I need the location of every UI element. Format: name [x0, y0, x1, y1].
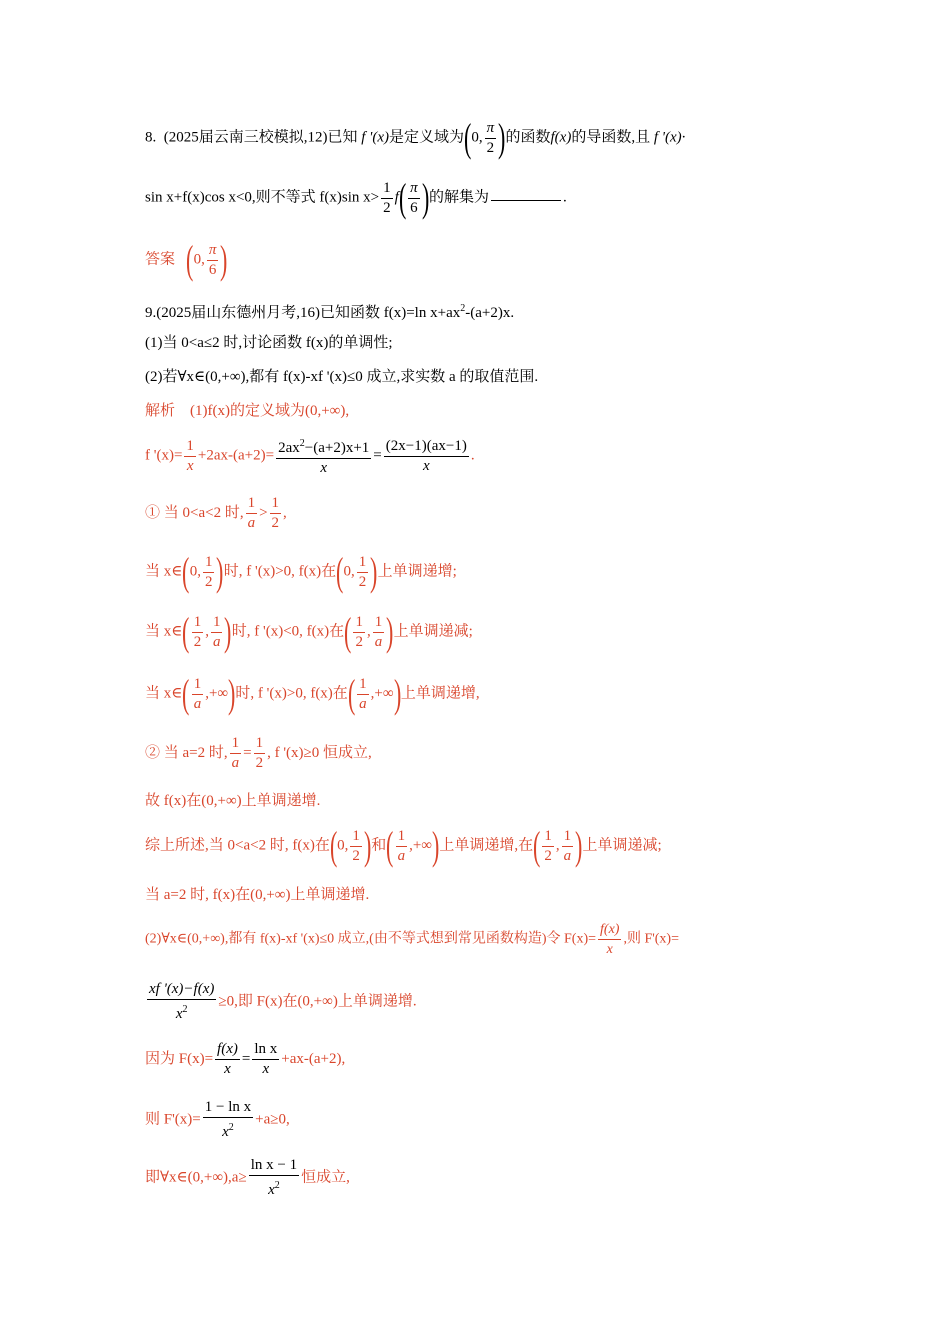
- text: 上单调递增,在: [439, 837, 534, 854]
- sol-because: [145, 1040, 345, 1079]
- q8-fx: f(x): [550, 129, 572, 146]
- numerator: 1 − ln x: [203, 1098, 253, 1118]
- fraction-half: [381, 179, 393, 218]
- text: +ax-(a+2),: [281, 1050, 346, 1067]
- text: 上单调递减;: [582, 837, 662, 854]
- numerator: 1: [357, 675, 369, 695]
- comma: ,: [350, 563, 355, 580]
- text: , f '(x)≥0 恒成立,: [267, 744, 372, 761]
- sol-interval2: [145, 609, 473, 654]
- numerator: 1: [254, 734, 266, 754]
- superscript: 2: [182, 1004, 188, 1015]
- numerator: 1: [350, 827, 362, 847]
- sol-interval1: [145, 549, 457, 594]
- denominator: x: [606, 942, 613, 957]
- fraction-1-minus-lnx: [203, 1098, 253, 1142]
- paren-left: (: [533, 823, 541, 868]
- paren-left: (: [182, 609, 190, 654]
- sol-part2-b: [145, 980, 417, 1024]
- fraction-1-a: [211, 613, 223, 652]
- paren-right: ): [216, 549, 224, 594]
- sol-case1: [145, 494, 287, 533]
- sol-case2-conclusion: 故 f(x)在(0,+∞)上单调递增.: [145, 793, 321, 809]
- q8-line1: [145, 115, 686, 160]
- denominator: 6: [208, 261, 217, 278]
- numerator: ln x − 1: [249, 1156, 299, 1176]
- fraction-1-a: [192, 675, 204, 714]
- paren-right: ): [363, 823, 372, 868]
- numerator: xf '(x)−f(x): [147, 980, 216, 1000]
- paren-left: (: [329, 823, 338, 868]
- superscript: 2: [299, 438, 305, 449]
- paren-left: (: [347, 671, 356, 716]
- equals: =: [373, 447, 382, 464]
- denominator: a: [193, 695, 202, 712]
- paren-left: (: [186, 237, 194, 282]
- infinity: +∞: [208, 685, 229, 702]
- q9-stem: [145, 298, 514, 324]
- numerator: 1: [184, 437, 196, 457]
- zero: 0: [337, 837, 345, 854]
- text: +a≥0,: [255, 1111, 290, 1128]
- fraction-half: [350, 827, 362, 866]
- fraction-factored: [384, 437, 469, 476]
- numerator: 1: [211, 613, 223, 633]
- paren-left: (: [182, 549, 190, 594]
- numerator: π: [207, 241, 219, 261]
- paren-right: ): [220, 237, 228, 282]
- text: 和: [371, 837, 387, 854]
- fraction-fx-x: [215, 1040, 240, 1079]
- numerator: 1: [542, 827, 554, 847]
- denominator: 2: [544, 847, 552, 864]
- numerator-part: −(a+2)x+1: [304, 440, 370, 456]
- text: ① 当 0<a<2 时,: [145, 504, 244, 521]
- numerator: f(x): [598, 920, 621, 940]
- denominator: 6: [410, 199, 418, 216]
- paren-right: ): [228, 671, 236, 716]
- sol-summary2: 当 a=2 时, f(x)在(0,+∞)上单调递增.: [145, 887, 370, 903]
- text: +2ax-(a+2)=: [197, 447, 275, 464]
- numerator: [276, 434, 371, 459]
- numerator: 1: [357, 553, 369, 573]
- denominator: 2: [352, 847, 360, 864]
- fraction-half: [357, 553, 369, 592]
- text: f '(x)=: [145, 447, 183, 464]
- denominator-x: x: [222, 1124, 229, 1140]
- text: 时, f '(x)>0, f(x)在: [235, 685, 348, 702]
- denominator: a: [231, 755, 240, 771]
- infinity: +∞: [412, 837, 432, 854]
- denominator: [249, 1176, 299, 1200]
- text: ,则 F'(x)=: [623, 931, 679, 947]
- fraction-pi-6: [408, 179, 420, 218]
- numerator: 1: [270, 494, 282, 514]
- paren-right: ): [386, 609, 394, 654]
- denominator: x: [224, 1061, 231, 1077]
- fraction-1-a: [396, 827, 408, 866]
- paren-left: (: [398, 175, 407, 220]
- superscript: 2: [228, 1122, 234, 1133]
- paren-left: (: [182, 671, 190, 716]
- denominator: 2: [204, 573, 213, 590]
- paren-left: (: [386, 823, 394, 868]
- numerator: ln x: [252, 1040, 279, 1060]
- denominator: x: [186, 457, 194, 474]
- text: 因为 F(x)=: [145, 1050, 214, 1067]
- text: ≥0,即 F(x)在(0,+∞)上单调递增.: [218, 993, 417, 1010]
- denominator: a: [247, 515, 256, 531]
- denominator: 2: [358, 573, 367, 590]
- fraction-1-a: [246, 494, 258, 533]
- text: (2)∀x∈(0,+∞),都有 f(x)-xf '(x)≤0 成立,(由不等式想到常见函数构造)令 F(x)=: [145, 931, 597, 947]
- text: 上单调递增,: [400, 685, 480, 702]
- denominator: [203, 1118, 253, 1142]
- paren-right: ): [421, 175, 429, 220]
- fraction-half: [203, 553, 215, 592]
- q8-zero: 0: [471, 129, 479, 146]
- denominator: 2: [271, 515, 280, 531]
- denominator: 2: [383, 199, 391, 216]
- text: 当 x∈: [145, 623, 183, 640]
- text: ② 当 a=2 时,: [145, 744, 228, 761]
- infinity: +∞: [374, 685, 394, 702]
- comma: ,: [366, 623, 371, 640]
- fraction-1-a: [357, 675, 369, 714]
- period: .: [562, 189, 567, 206]
- answer-label: 答案: [145, 251, 176, 268]
- fraction-derivative: [276, 434, 371, 478]
- fraction-half: [254, 734, 266, 773]
- fraction-lnx-minus-1: [249, 1156, 299, 1200]
- numerator: π: [485, 119, 497, 139]
- fraction-pi-6: [207, 241, 219, 280]
- zero: 0: [193, 251, 202, 268]
- text: 时, f '(x)<0, f(x)在: [231, 623, 345, 640]
- q8-text: 已知: [327, 129, 358, 146]
- denominator: 2: [255, 755, 264, 771]
- paren-right: ): [575, 823, 583, 868]
- q8-text: 的解集为: [428, 189, 489, 206]
- sol-case2: [145, 734, 372, 773]
- equals: =: [243, 744, 252, 761]
- fraction-Fprime: [147, 980, 216, 1024]
- comma: ,: [555, 837, 560, 854]
- sol-line1: 解析 (1)f(x)的定义域为(0,+∞),: [145, 403, 350, 419]
- comma: ,: [283, 504, 287, 521]
- paren-left: (: [336, 549, 344, 594]
- comma: ,: [205, 623, 209, 640]
- comma: ,: [478, 129, 483, 146]
- fraction-pi-2: [485, 119, 497, 158]
- numerator: f(x): [215, 1040, 240, 1060]
- period: .: [470, 447, 475, 464]
- paren-right: ): [370, 549, 378, 594]
- fraction-1-a: [562, 827, 574, 866]
- fraction-half: [353, 613, 365, 652]
- superscript: 2: [274, 1180, 280, 1191]
- numerator: 1: [192, 675, 204, 695]
- zero: 0: [189, 563, 198, 580]
- numerator: (2x−1)(ax−1): [384, 437, 469, 457]
- zero: 0: [343, 563, 351, 580]
- denominator: 2: [355, 633, 363, 650]
- denominator: 2: [486, 139, 495, 156]
- paren-left: (: [344, 609, 352, 654]
- text: 上单调递减;: [393, 623, 473, 640]
- numerator: 1: [192, 613, 204, 633]
- fraction-half: [192, 613, 204, 652]
- denominator: a: [212, 633, 221, 650]
- q8-number: 8.: [145, 129, 157, 146]
- comma: ,: [344, 837, 349, 854]
- paren-right: ): [393, 671, 401, 716]
- text: 时, f '(x)>0, f(x)在: [223, 563, 337, 580]
- q9-stem-text: -(a+2)x.: [465, 305, 515, 321]
- q9-part2: (2)若∀x∈(0,+∞),都有 f(x)-xf '(x)≤0 成立,求实数 a 的取值范围.: [145, 369, 539, 385]
- fraction-1-a: [230, 734, 242, 773]
- denominator: [147, 1000, 216, 1024]
- equals: =: [241, 1050, 251, 1067]
- sol-then: [145, 1098, 290, 1142]
- denominator: x: [320, 460, 328, 476]
- fraction-1-a: [373, 613, 385, 652]
- text: 综上所述,当 0<a<2 时, f(x)在: [145, 837, 330, 854]
- answer-blank: [491, 188, 561, 201]
- q8-source: (2025届云南三校模拟,12): [163, 129, 328, 146]
- text: 当 x∈: [145, 563, 183, 580]
- fraction-fx-x: [598, 920, 621, 959]
- denominator: a: [374, 633, 383, 650]
- sol-interval3: [145, 671, 480, 716]
- text: 恒成立,: [301, 1169, 350, 1186]
- q8-fprime: f '(x): [361, 129, 390, 146]
- paren-right: ): [498, 115, 506, 160]
- fraction-1-x: [184, 437, 196, 476]
- denominator-x: x: [268, 1182, 275, 1198]
- q8-line2: [145, 175, 567, 220]
- comma: ,: [409, 837, 413, 854]
- q9-stem-text: 9.(2025届山东德州月考,16)已知函数 f(x)=ln x+ax: [145, 305, 461, 321]
- text: 则 F'(x)=: [145, 1111, 201, 1128]
- numerator: 1: [203, 553, 215, 573]
- text: 当 x∈: [145, 685, 183, 702]
- gt: >: [259, 504, 268, 521]
- q8-answer: [145, 237, 228, 282]
- fraction-half: [270, 494, 282, 533]
- paren-right: ): [431, 823, 440, 868]
- sol-part2: [145, 920, 679, 959]
- comma: ,: [197, 563, 201, 580]
- denominator: a: [397, 847, 406, 864]
- paren-left: (: [464, 115, 472, 160]
- superscript: 2: [460, 303, 466, 314]
- numerator: 1: [246, 494, 258, 514]
- sol-derivative: [145, 434, 475, 478]
- q8-inequality: sin x+f(x)cos x<0,则不等式 f(x)sin x>: [145, 189, 380, 206]
- numerator: 1: [562, 827, 574, 847]
- denominator: x: [422, 457, 430, 474]
- q8-text: 是定义域为: [389, 129, 465, 146]
- numerator: 1: [373, 613, 385, 633]
- q8-f: f: [394, 189, 399, 206]
- comma: ,: [201, 251, 205, 268]
- denominator: x: [262, 1061, 270, 1077]
- text: 上单调递增;: [377, 563, 457, 580]
- numerator: 1: [353, 613, 365, 633]
- numerator: 1: [381, 179, 393, 199]
- numerator: 1: [230, 734, 242, 754]
- q8-fprime: f '(x)·: [653, 129, 686, 146]
- numerator: π: [408, 179, 420, 199]
- text: 即∀x∈(0,+∞),a≥: [145, 1169, 247, 1186]
- denominator: 2: [193, 633, 202, 650]
- numerator: 1: [396, 827, 408, 847]
- denominator: a: [563, 847, 572, 864]
- fraction-lnx-x: [252, 1040, 279, 1079]
- q8-text: 的导函数,且: [571, 129, 651, 146]
- q9-part1: (1)当 0<a≤2 时,讨论函数 f(x)的单调性;: [145, 335, 393, 351]
- sol-summary: [145, 823, 662, 868]
- denominator-x: x: [175, 1006, 183, 1022]
- sol-ie: [145, 1156, 350, 1200]
- comma: ,: [205, 685, 209, 702]
- paren-right: ): [224, 609, 232, 654]
- fraction-half: [542, 827, 554, 866]
- denominator: a: [359, 695, 367, 712]
- comma: ,: [370, 685, 375, 702]
- numerator-part: 2ax: [278, 440, 300, 456]
- q8-text: 的函数: [505, 129, 551, 146]
